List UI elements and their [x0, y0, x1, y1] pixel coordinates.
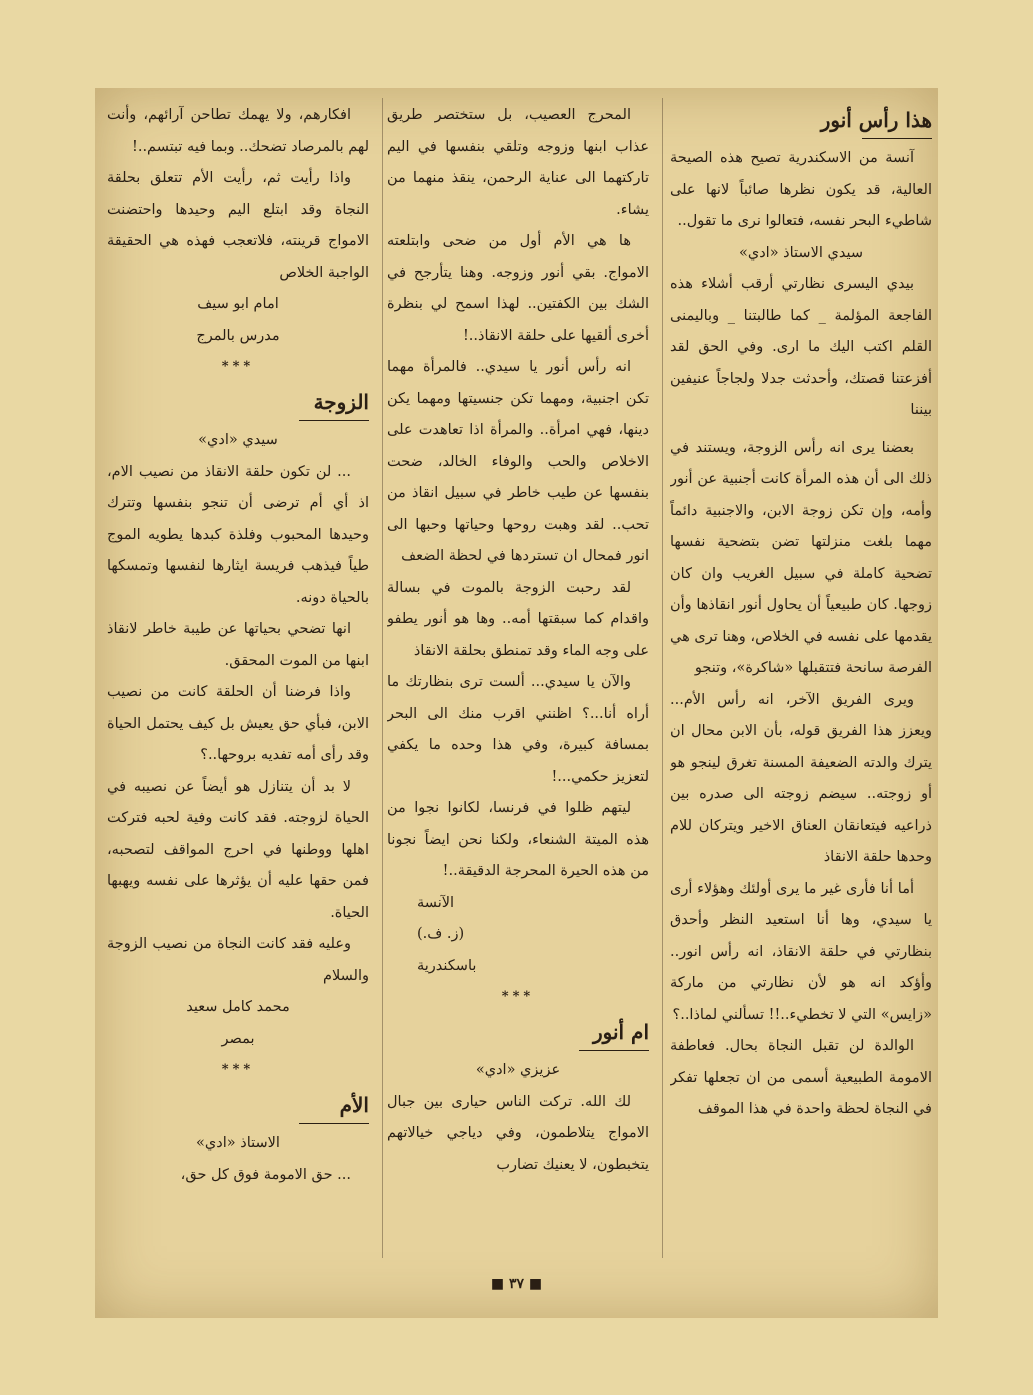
article-heading: الزوجة [313, 390, 369, 414]
paragraph: لقد رحبت الزوجة بالموت في بسالة واقدام كما سبقتها أمه.. وها هو أنور يطفو على وجه الماء وقد تمنطق بحلقة الانقاذ [387, 579, 649, 659]
article-heading: هذا رأس أنور [820, 108, 932, 132]
signature: الآنسة [417, 894, 455, 911]
paragraph: ويرى الفريق الآخر، انه رأس الأم... ويعزز هذا الفريق قوله، بأن الابن محال ان يترك والدته الضعيفة المسنة تغرق لينجو هو أو زوجته.. سيضم زوجته الى صدره بين ذراعيه فيتعانقان العناق الاخير ويتركان للام وحدها حلقة الانقاذ [670, 691, 932, 865]
heading-underline [299, 420, 369, 421]
left-column [107, 100, 369, 1270]
heading-underline [862, 138, 932, 139]
paragraph: بيدي اليسرى نظارتي أرقب أشلاء هذه الفاجعة المؤلمة _ كما طالبتنا _ وباليمنى القلم اكتب اليك ما ارى. وفي الحق لقد أفزعتنا قصتك، وأحدثت جدلا ولجاجاً عنيفين بيننا [670, 276, 932, 418]
salutation: الاستاذ «ادي» [196, 1135, 280, 1151]
middle-column [387, 100, 649, 1270]
signature-location: باسكندرية [417, 957, 477, 974]
magazine-page [95, 88, 938, 1318]
paragraph: لا بد أن يتنازل هو أيضاً عن نصيبه في الحياة لزوجته. فقد كانت وفية لحبه فتركت اهلها ووطنها في احرج المواقف لتصحبه، فمن حقها عليه أن يؤثرها على نفسه ويهبها الحياة. [107, 778, 369, 921]
salutation: عزيزي «ادي» [475, 1062, 561, 1078]
heading-underline [299, 1123, 369, 1124]
signature: محمد كامل سعيد [186, 999, 290, 1015]
paragraph: والآن يا سيدي... ألست ترى بنظارتك ما أراه أنا...؟ اظنني اقرب منك الى البحر بمسافة كبيرة، وفي هذا وحده ما يكفي لتعزيز حكمي...! [387, 674, 649, 785]
article-heading: الأم [339, 1093, 369, 1117]
right-column [670, 100, 932, 1270]
paragraph: المحرج العصيب، بل ستختصر طريق عذاب ابنها وزوجه وتلقي بنفسها في اليم تاركتهما الى عناية الرحمن، ينقذ منهما من يشاء. [387, 107, 649, 218]
column-divider [662, 98, 663, 1258]
paragraph: ليتهم ظلوا في فرنسا، لكانوا نجوا من هذه الميتة الشنعاء، ولكنا نحن ايضاً نجونا من هذه الحيرة المحرجة الدقيقة..! [387, 800, 649, 879]
heading-underline [579, 1050, 649, 1051]
salutation: سيدي «ادي» [198, 432, 278, 448]
paragraph: انها تضحي بحياتها عن طيبة خاطر لانقاذ ابنها من الموت المحقق. [107, 621, 369, 669]
paragraph: ... حق الامومة فوق كل حق، [180, 1166, 351, 1183]
article-heading: ام أنور [592, 1020, 649, 1044]
paragraph: ... لن تكون حلقة الانقاذ من نصيب الام، اذ أي أم ترضى أن تنجو بنفسها وتترك وحيدها المحبوب وفلذة كبدها يطويه الموج طياً فيذهب فريسة ايثارها لنفسها وتمسكها بالحياة دونه. [107, 463, 369, 606]
paragraph: واذا رأيت ثم، رأيت الأم تتعلق بحلقة النجاة وقد ابتلع اليم وحيدها واحتضنت الامواج قرينته، فلاتعجب فهذه هي الحقيقة الواجبة الخلاص [107, 170, 369, 281]
signature: امام ابو سيف [197, 296, 279, 312]
page-number: ■ ٣٧ ■ [490, 1276, 543, 1292]
paragraph: وعليه فقد كانت النجاة من نصيب الزوجة والسلام [107, 936, 369, 984]
signature-location: مدرس بالمرج [196, 327, 280, 344]
paragraph: أما أنا فأرى غير ما يرى أولئك وهؤلاء أرى يا سيدي، وها أنا استعيد النظر وأحدق بنظارتي في حلقة الانقاذ، انه رأس انور.. وأؤكد انه هو لأن نظارتي من ماركة «زايس» التي لا تخطيء..!! تسألني لماذا..؟ [670, 880, 932, 1023]
salutation: سيدي الاستاذ «ادي» [739, 244, 863, 261]
paragraph: انه رأس أنور يا سيدي.. فالمرأة مهما تكن اجنبية، ومهما تكن جنسيتها ومهما يكن دينها، فهي امرأة.. والمرأة اذا تعاهدت على الاخلاص والحب والوفاء الخالد، ضحت بنفسها عن طيب خاطر في سبيل انقاذ من تحب.. لقد وهبت روحها وحياتها وحبها الى انور فمحال ان تستردها في لحظة الضعف [387, 359, 649, 564]
paragraph: افكارهم، ولا يهمك تطاحن آرائهم، وأنت لهم بالمرصاد تضحك.. وبما فيه تبتسم..! [107, 107, 369, 155]
column-divider [382, 98, 383, 1258]
section-separator: *** [221, 359, 255, 374]
paragraph: ها هي الأم أول من ضحى وابتلعته الامواج. بقي أنور وزوجه. وهنا يتأرجح في الشك بين الكفتين.. لهذا اسمح لي بنظرة أخرى ألقيها على حلقة الانقاذ..! [387, 233, 649, 344]
section-separator: *** [221, 1062, 255, 1077]
paragraph: واذا فرضنا أن الحلقة كانت من نصيب الابن، فبأي حق يعيش بل كيف يحتمل الحياة وقد رأى أمه تفديه بروحها..؟ [107, 684, 369, 763]
signature: (ز. ف.) [417, 926, 465, 942]
paragraph: لك الله. تركت الناس حيارى بين جبال الامواج يتلاطمون، وفي دياجي خيالاتهم يتخبطون، لا يعنيك تضارب [387, 1093, 649, 1173]
paragraph: الوالدة لن تقبل النجاة بحال. فعاطفة الامومة الطبيعية أسمى من ان تجعلها تفكر في النجاة لحظة واحدة في هذا الموقف [670, 1038, 932, 1117]
signature-location: بمصر [221, 1030, 255, 1047]
paragraph: آنسة من الاسكندرية تصيح هذه الصيحة العالية، قد يكون نظرها صائباً لانها على شاطيء البحر نفسه، فتعالوا نرى ما تقول.. [670, 150, 932, 229]
paragraph: بعضنا يرى انه رأس الزوجة، ويستند في ذلك الى أن هذه المرأة كانت أجنبية عن أنور وأمه، وإن تكن زوجة الابن، والاجنبية دائماً مهما بلغت منزلتها تضن بتضحية نفسها تضحية كاملة في سبيل الغريب وان كان زوجها. كان طبيعياً أن يحاول أنور انقاذها وأن يقدمها على نفسه في الخلاص، وهنا ترى هي الفرصة سانحة فتتقبلها «شاكرة»، وتنجو [670, 439, 932, 676]
section-separator: *** [501, 989, 535, 1004]
